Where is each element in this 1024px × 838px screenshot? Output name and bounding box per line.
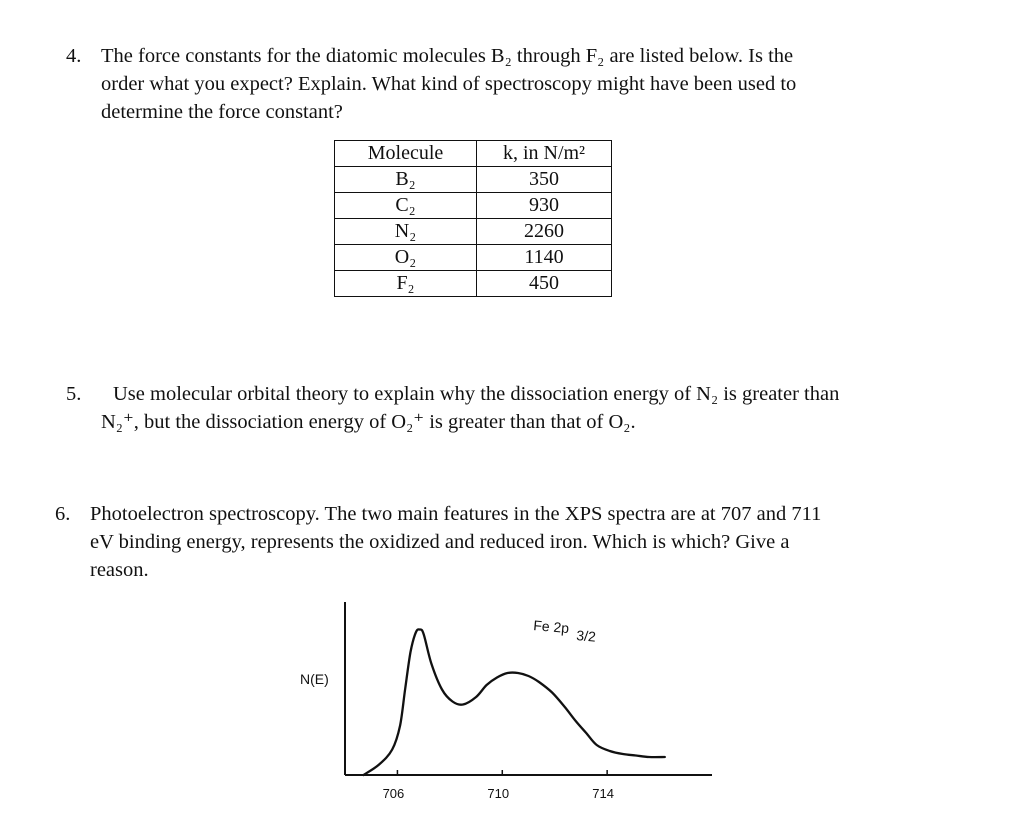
molecule-cell: N₂	[335, 219, 477, 245]
y-axis-label: N(E)	[300, 671, 329, 687]
text-line: Use molecular orbital theory to explain why the dissociation energy of N₂ is greater than	[113, 383, 840, 405]
header-molecule: Molecule	[335, 141, 477, 167]
k-cell: 450	[477, 271, 612, 297]
header-force-constant: k, in N/m²	[477, 141, 612, 167]
k-cell: 930	[477, 193, 612, 219]
text-line: N₂⁺, but the dissociation energy of O₂⁺ is greater than that of O₂.	[101, 411, 636, 433]
series-line	[363, 629, 664, 775]
molecule-cell: B₂	[335, 167, 477, 193]
text-line: eV binding energy, represents the oxidized and reduced iron. Which is which? Give a	[90, 531, 790, 553]
text-line: reason.	[90, 559, 149, 581]
molecule-cell: F₂	[335, 271, 477, 297]
k-cell: 2260	[477, 219, 612, 245]
question-number: 5.	[66, 383, 82, 405]
x-tick-label: 714	[592, 786, 614, 801]
chart-title-main: Fe 2p	[532, 617, 570, 637]
k-cell: 1140	[477, 245, 612, 271]
x-tick-label: 706	[382, 786, 405, 801]
text-line: The force constants for the diatomic molecules B₂ through F₂ are listed below. Is the	[101, 45, 794, 67]
molecule-cell: C₂	[335, 193, 477, 219]
x-tick-label: 710	[487, 786, 510, 801]
chart-title	[533, 617, 597, 645]
molecule-cell: O₂	[335, 245, 477, 271]
text-line: order what you expect? Explain. What kind of spectroscopy might have been used to	[101, 73, 797, 95]
question-number: 6.	[55, 503, 71, 525]
question-number: 4.	[66, 45, 82, 67]
text-line: Photoelectron spectroscopy. The two main features in the XPS spectra are at 707 and 711	[90, 503, 822, 525]
k-cell: 350	[477, 167, 612, 193]
chart-title-sub: 3/2	[575, 627, 597, 645]
text-line: determine the force constant?	[101, 101, 343, 123]
